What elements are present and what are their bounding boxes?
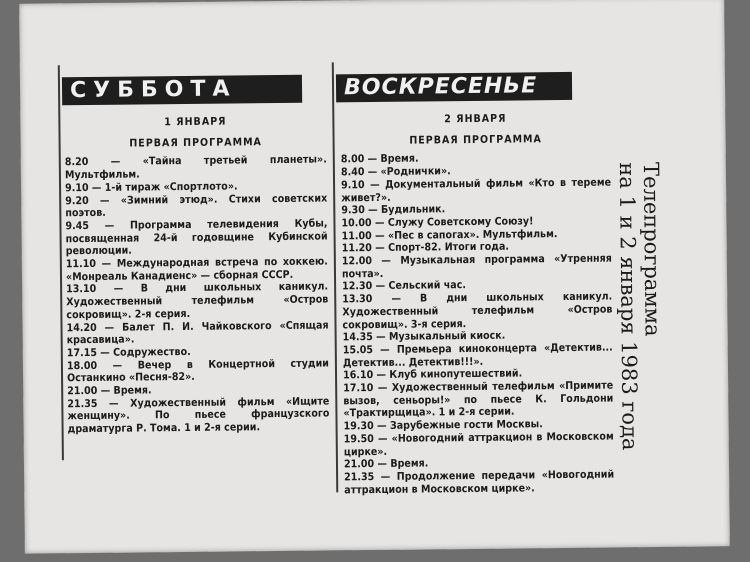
program-entry <box>342 253 612 281</box>
left-column-rule <box>58 65 64 460</box>
program-title: Сельский час. <box>388 279 467 293</box>
program-dash: — <box>97 384 114 397</box>
program-dash: — <box>373 381 392 395</box>
program-title: Спорт-82. Итоги года. <box>387 240 510 255</box>
program-title: Художественный телефильм «Примите вызов, сеньоры!» по пьесе К. Гольдони «Трактирщица». 1 и 2-я серии. <box>343 379 614 420</box>
program-time: 8.40 <box>340 166 365 179</box>
program-time: 9.45 <box>65 219 90 233</box>
program-time: 14.35 <box>342 331 373 344</box>
program-title: Художественный фильм «Ищите женщину». По пьесе французского драматурга Р. Тома. 1 и 2-я серии. <box>67 395 330 436</box>
saturday-banner: СУББОТА <box>62 75 302 106</box>
program-time: 13.30 <box>342 293 373 306</box>
program-time: 11.10 <box>65 257 97 271</box>
sunday-column <box>340 112 614 497</box>
program-entry <box>344 468 614 496</box>
program-title: «Зимний этюд». Стихи советских поэтов. <box>65 192 328 220</box>
program-dash: — <box>374 470 397 483</box>
program-title: Программа телевидения Кубы, посвященная 24-й годовщине Кубинской революции. <box>65 217 328 258</box>
program-time: 21.35 <box>344 470 375 484</box>
program-title: Содружество. <box>113 345 191 359</box>
program-time: 16.10 <box>342 369 374 382</box>
program-title: Премьера киноконцерта «Детектив... Детектив... Детектив!!!». <box>342 341 613 369</box>
program-time: 8.00 <box>340 153 365 166</box>
program-title: Вечер в Концертной студии Останкино «Песня-82». <box>67 357 329 385</box>
program-time: 19.50 <box>343 432 374 446</box>
program-dash: — <box>373 420 390 433</box>
program-dash: — <box>373 432 392 445</box>
side-title-line1: Телепрограмма <box>638 161 665 337</box>
program-dash: — <box>372 292 421 306</box>
program-title: Музыкальная программа «Утренняя почта». <box>341 252 612 281</box>
program-entry <box>67 395 329 436</box>
program-entry <box>342 291 612 332</box>
program-time: 17.15 <box>66 346 98 360</box>
program-dash: — <box>97 397 131 410</box>
program-title: Документальный фильм «Кто в тереме живет?». <box>341 176 612 204</box>
program-dash: — <box>364 166 381 179</box>
program-entry <box>341 176 611 204</box>
program-dash: — <box>374 458 391 471</box>
program-title: В дни школьных каникул. Художественный телефильм «Остров сокровищ». 2-я серия. <box>66 280 329 322</box>
program-time: 9.30 <box>341 204 365 217</box>
program-title: «Новогодний аттракцион в Московском цирке». <box>343 430 614 458</box>
program-dash: — <box>88 181 105 194</box>
program-title: Международная встреча по хоккею. «Монреаль Канадиенс» — сборная СССР. <box>65 255 328 283</box>
program-time: 18.00 <box>66 359 98 372</box>
program-entry <box>344 430 614 458</box>
program-time: 13.10 <box>66 283 97 296</box>
program-time: 9.10 <box>340 178 365 192</box>
program-time: 21.00 <box>67 384 98 398</box>
sunday-banner: ВОСКРЕСЕНЬЕ <box>336 72 572 102</box>
program-title: «Пес в сапогах». Мультфильм. <box>387 227 558 242</box>
program-entry <box>65 192 327 220</box>
program-dash: — <box>371 229 388 242</box>
program-dash: — <box>371 254 401 268</box>
program-entry <box>66 281 328 322</box>
program-title: Время. <box>390 457 429 471</box>
sunday-date: 2 ЯНВАРЯ <box>444 112 507 126</box>
program-dash: — <box>371 242 389 255</box>
saturday-program-list <box>65 154 330 436</box>
program-entry <box>343 341 613 369</box>
program-title: 1-й тираж «Спортлото». <box>104 180 238 194</box>
program-dash: — <box>88 219 130 232</box>
program-time: 12.00 <box>341 255 373 268</box>
program-dash: — <box>96 346 114 359</box>
program-title: Зарубежные гости Москвы. <box>389 418 543 433</box>
newspaper-clipping <box>19 0 730 554</box>
program-dash: — <box>97 359 138 372</box>
program-title: Время. <box>113 384 152 397</box>
program-time: 8.20 <box>64 156 89 169</box>
program-title: Балет П. И. Чайковского «Спящая красавица». <box>66 319 329 347</box>
program-time: 11.00 <box>341 229 372 242</box>
program-dash: — <box>364 153 381 166</box>
program-dash: — <box>372 331 390 344</box>
program-dash: — <box>364 178 386 191</box>
program-time: 21.00 <box>343 458 375 471</box>
saturday-channel: ПЕРВАЯ ПРОГРАММА <box>129 135 262 150</box>
program-time: 21.35 <box>67 397 98 410</box>
program-title: Продолжение передачи «Новогодний аттракцион в Московском цирке». <box>344 468 615 497</box>
program-title: Музыкальный киоск. <box>388 329 506 344</box>
program-entry <box>65 154 327 182</box>
program-title: «Роднички». <box>380 165 451 179</box>
program-entry <box>343 380 613 421</box>
program-dash: — <box>96 321 123 334</box>
program-dash: — <box>88 155 143 169</box>
program-entry <box>67 357 329 385</box>
program-time: 9.20 <box>65 194 89 207</box>
side-title <box>609 161 672 451</box>
saturday-column <box>64 114 329 436</box>
program-title: Будильник. <box>380 203 446 217</box>
side-title-line2: на 1 и 2 января 1983 года <box>614 162 642 451</box>
program-dash: — <box>88 194 121 207</box>
program-time: 10.00 <box>341 216 372 230</box>
program-dash: — <box>364 204 382 217</box>
program-time: 9.10 <box>65 181 89 195</box>
program-dash: — <box>371 216 388 229</box>
program-title: Клуб кинопутешествий. <box>389 367 523 382</box>
program-entry <box>66 319 328 347</box>
program-dash: — <box>96 282 141 296</box>
program-title: Служу Советскому Союзу! <box>387 215 534 229</box>
program-entry <box>65 217 327 258</box>
middle-column-rule <box>332 62 339 492</box>
program-title: В дни школьных каникул. Художественный телефильм «Остров сокровищ». 3-я серия. <box>342 290 613 331</box>
program-dash: — <box>373 369 390 382</box>
program-time: 17.10 <box>343 382 374 395</box>
program-dash: — <box>372 280 389 293</box>
sunday-program-list <box>341 151 615 497</box>
program-time: 14.20 <box>66 321 97 334</box>
program-entry <box>66 256 328 284</box>
program-time: 12.30 <box>342 280 373 293</box>
program-time: 15.05 <box>342 343 374 357</box>
program-dash: — <box>372 343 397 356</box>
program-dash: — <box>95 257 117 270</box>
saturday-date: 1 ЯНВАРЯ <box>164 115 227 129</box>
program-title: «Тайна третьей планеты». Мультфильм. <box>64 153 327 182</box>
program-title: Время. <box>380 152 419 166</box>
program-time: 11.20 <box>341 242 372 255</box>
program-time: 19.30 <box>343 420 374 433</box>
sunday-channel: ПЕРВАЯ ПРОГРАММА <box>409 132 542 147</box>
